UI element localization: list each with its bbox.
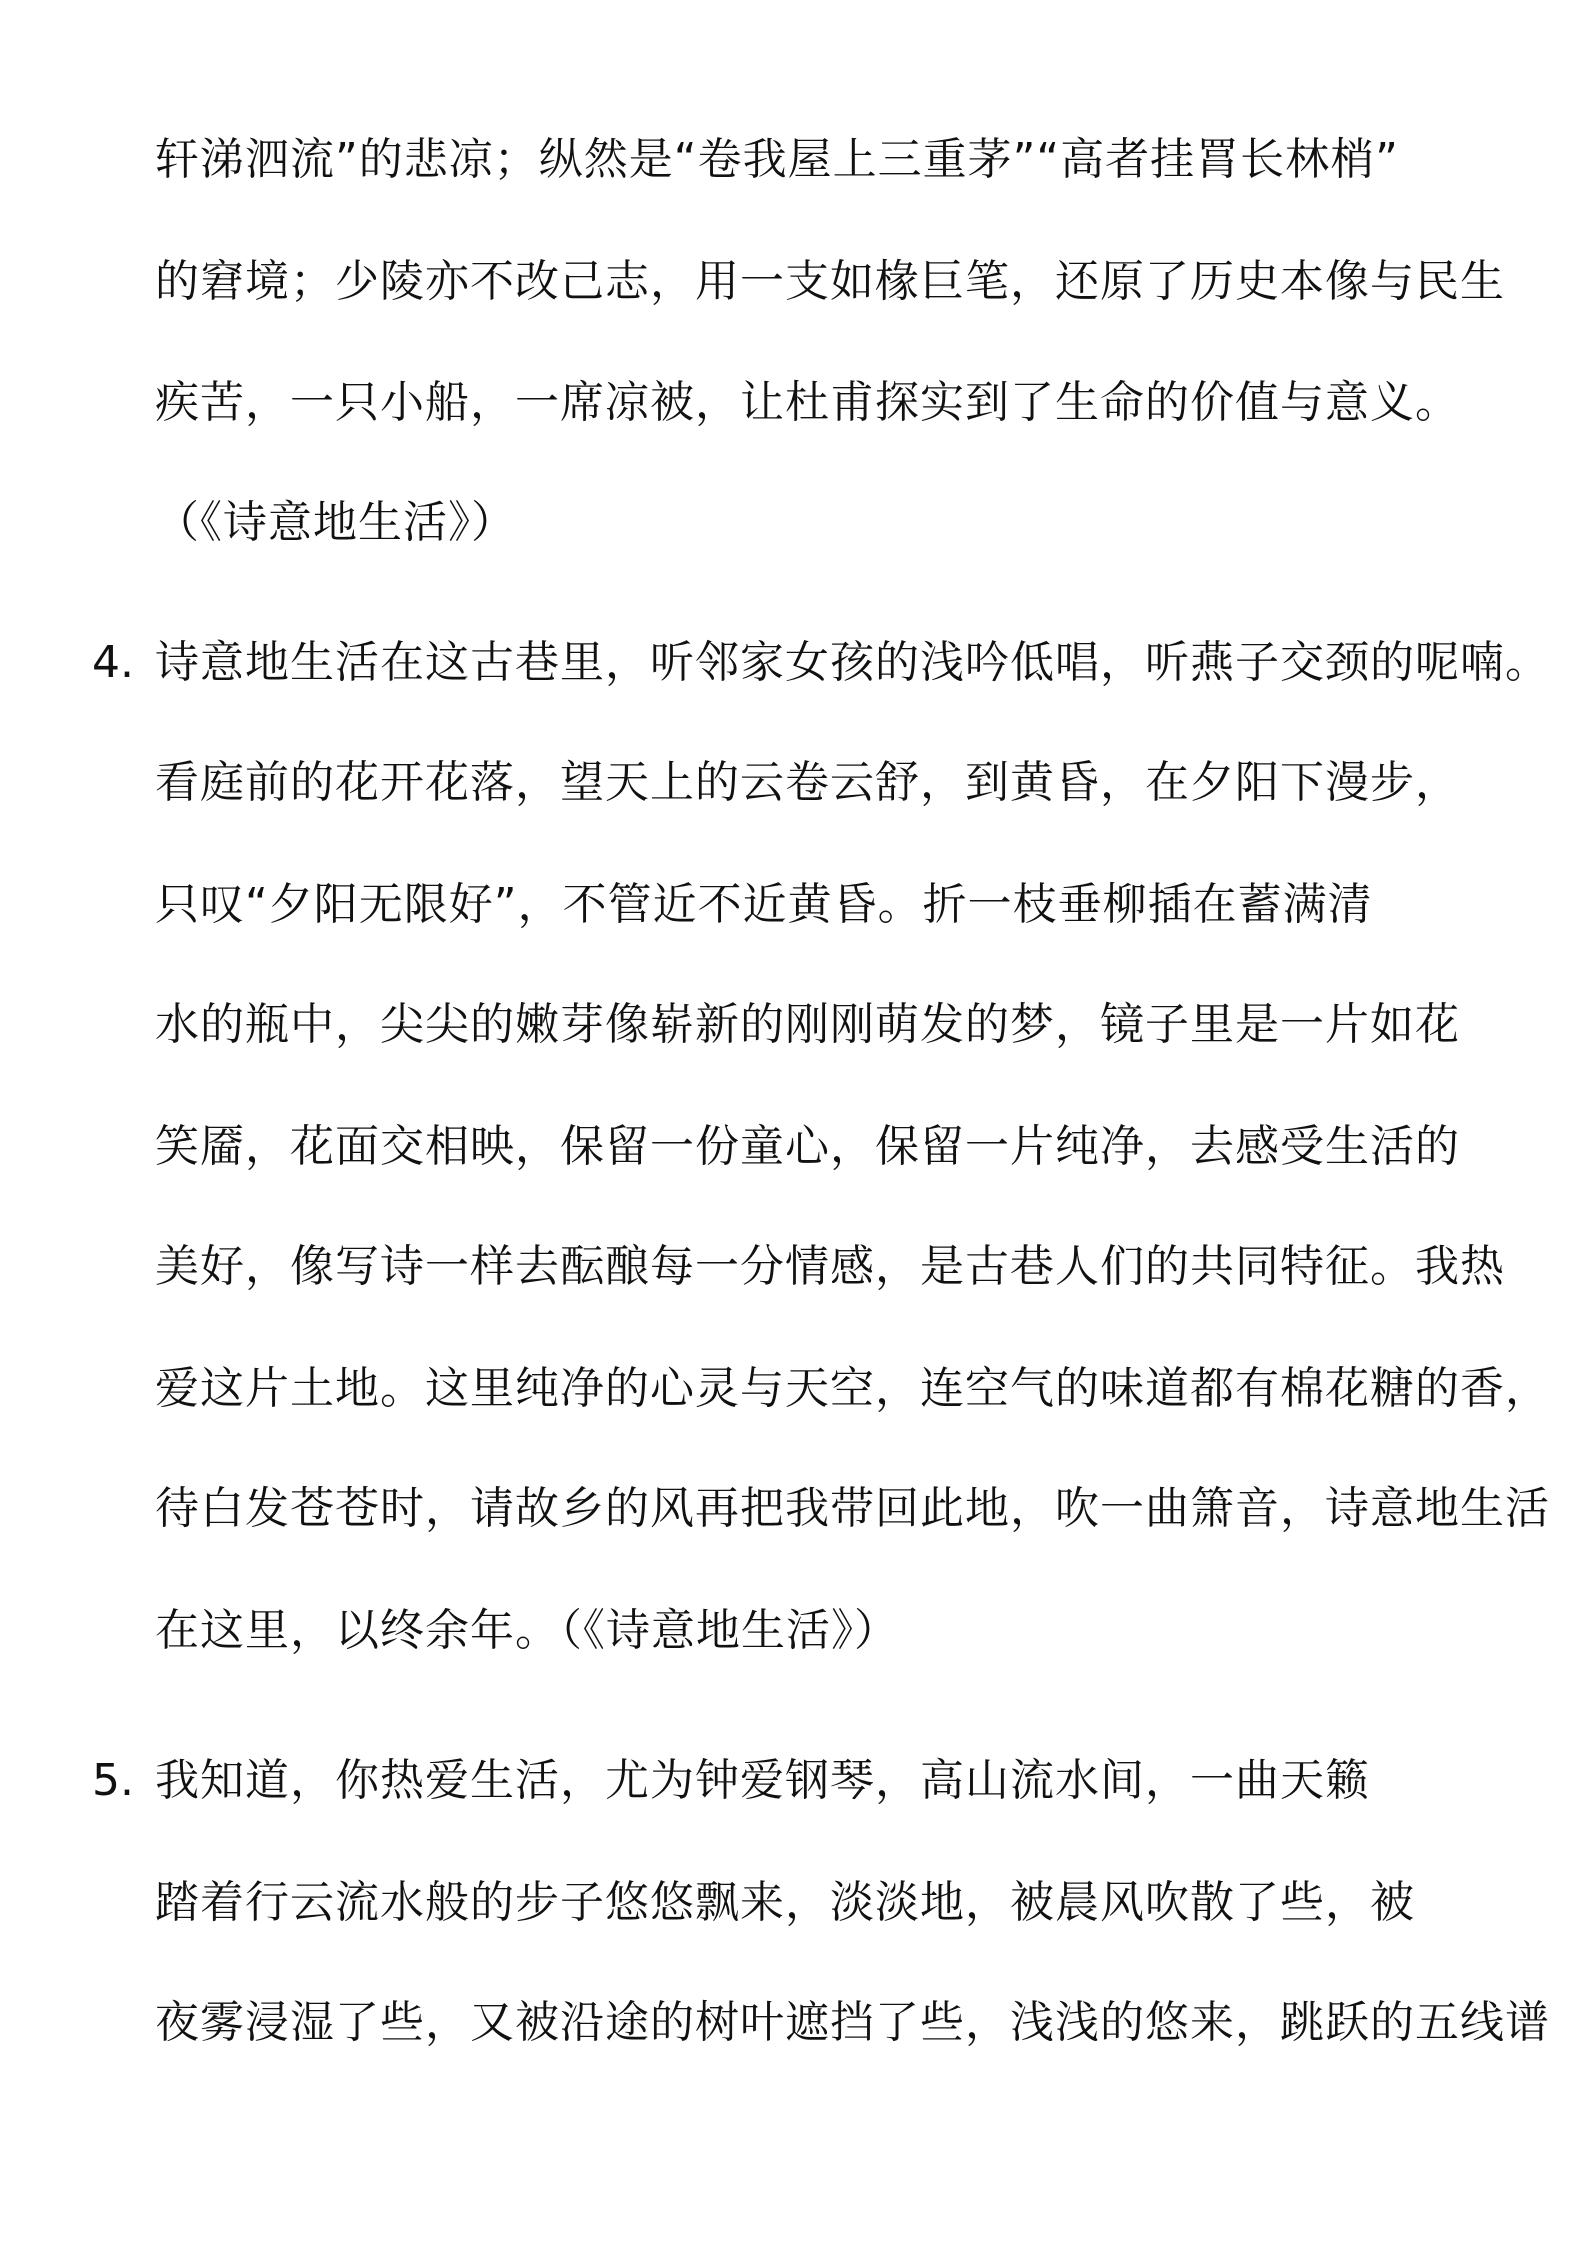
text-line: 只叹“夕阳无限好”，不管近不近黄昏。折一枝垂柳插在蓄满清: [155, 879, 1373, 930]
text-line: 疾苦，一只小船，一席凉被，让杜甫探实到了生命的价值与意义。: [155, 377, 1460, 428]
text-line: 轩涕泗流”的悲凉；纵然是“卷我屋上三重茅”“高者挂罥长林梢”: [155, 134, 1399, 185]
text-line: 的窘境；少陵亦不改己志，用一支如椽巨笔，还原了历史本像与民生: [155, 256, 1505, 307]
paragraph-number: 4.: [92, 637, 134, 688]
paragraph-number: 5.: [92, 1755, 134, 1806]
text-line: 爱这片土地。这里纯净的心灵与天空，连空气的味道都有棉花糖的香，: [155, 1363, 1550, 1414]
text-line: 诗意地生活在这古巷里，听邻家女孩的浅吟低唱，听燕子交颈的呢喃。: [155, 637, 1550, 688]
text-line: 在这里，以终余年。（《诗意地生活》）: [155, 1605, 899, 1656]
text-line: 我知道，你热爱生活，尤为钟爱钢琴，高山流水间，一曲天籁: [155, 1755, 1370, 1806]
text-line: 水的瓶中，尖尖的嫩芽像崭新的刚刚萌发的梦，镜子里是一片如花: [155, 999, 1460, 1050]
text-line: 夜雾浸湿了些，又被沿途的树叶遮挡了些，浅浅的悠来，跳跃的五线谱: [155, 1997, 1550, 2048]
text-line: 美好，像写诗一样去酝酿每一分情感，是古巷人们的共同特征。我热: [155, 1241, 1505, 1292]
text-line: 看庭前的花开花落，望天上的云卷云舒，到黄昏，在夕阳下漫步，: [155, 757, 1460, 808]
text-line: （《诗意地生活》）: [155, 497, 516, 548]
text-line: 踏着行云流水般的步子悠悠飘来，淡淡地，被晨风吹散了些，被: [155, 1877, 1415, 1928]
text-line: 待白发苍苍时，请故乡的风再把我带回此地，吹一曲箫音，诗意地生活: [155, 1483, 1550, 1534]
text-line: 笑靥，花面交相映，保留一份童心，保留一片纯净，去感受生活的: [155, 1121, 1460, 1172]
